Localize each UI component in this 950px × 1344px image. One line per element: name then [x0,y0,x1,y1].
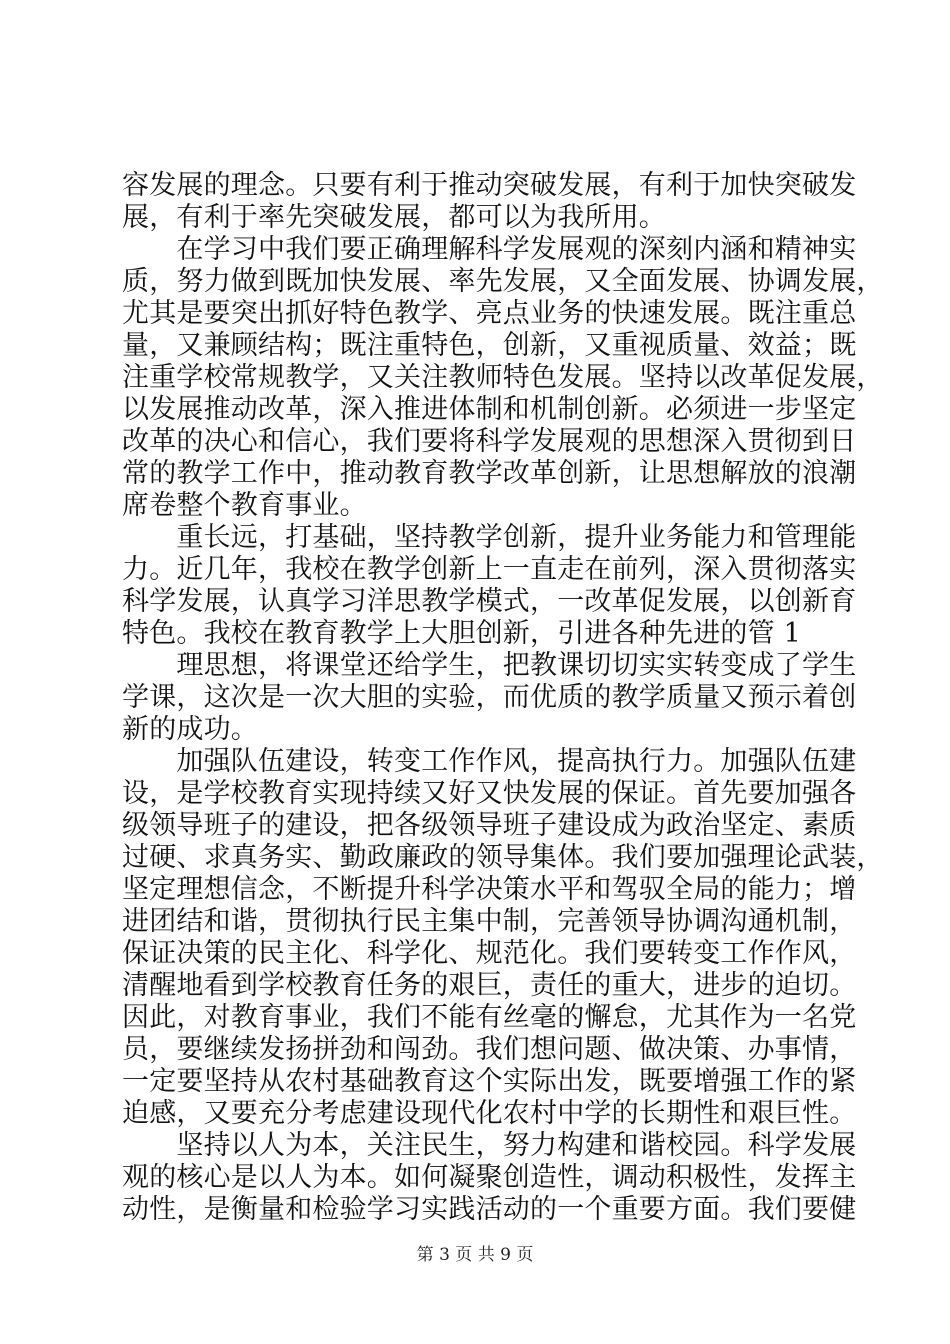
text-line: 席卷整个教育事业。 [122,490,367,521]
text-line: 展，有利于率先突破发展，都可以为我所用。 [122,202,666,233]
text-line: 重长远，打基础，坚持教学创新，提升业务能力和管理能 [122,522,857,553]
text-line: 观的核心是以人为本。如何凝聚创造性，调动积极性，发挥主 [122,1162,857,1193]
text-line: 过硬、求真务实、勤政廉政的领导集体。我们要加强理论武装， [122,842,884,873]
text-line: 一定要坚持从农村基础教育这个实际出发，既要增强工作的紧 [122,1066,857,1097]
text-line: 动性，是衡量和检验学习实践活动的一个重要方面。我们要健 [122,1194,857,1225]
text-line: 坚持以人为本，关注民生，努力构建和谐校园。科学发展 [122,1130,857,1161]
text-line: 在学习中我们要正确理解科学发展观的深刻内涵和精神实 [122,234,857,265]
text-line: 容发展的理念。只要有利于推动突破发展，有利于加快突破发 [122,170,857,201]
text-line: 级领导班子的建设，把各级领导班子建设成为政治坚定、素质 [122,810,857,841]
text-line: 迫感，又要充分考虑建设现代化农村中学的长期性和艰巨性。 [122,1098,857,1129]
text-line: 特色。我校在教育教学上大胆创新，引进各种先进的管 1 [122,618,801,649]
text-line: 保证决策的民主化、科学化、规范化。我们要转变工作作风， [122,938,857,969]
text-line: 尤其是要突出抓好特色教学、亮点业务的快速发展。既注重总 [122,298,857,329]
document-body [122,170,884,1226]
text-line: 力。近几年，我校在教学创新上一直走在前列，深入贯彻落实 [122,554,857,585]
text-line: 清醒地看到学校教育任务的艰巨，责任的重大，进步的迫切。 [122,970,857,1001]
text-line: 注重学校常规教学，又关注教师特色发展。坚持以改革促发展， [122,362,884,393]
text-line: 进团结和谐，贯彻执行民主集中制，完善领导协调沟通机制， [122,906,857,937]
text-line: 新的成功。 [122,714,258,745]
text-line: 改革的决心和信心，我们要将科学发展观的思想深入贯彻到日 [122,426,857,457]
text-line: 因此，对教育事业，我们不能有丝毫的懈怠，尤其作为一名党 [122,1002,857,1033]
text-line: 科学发展，认真学习洋思教学模式，一改革促发展，以创新育 [122,586,857,617]
text-line: 员，要继续发扬拼劲和闯劲。我们想问题、做决策、办事情， [122,1034,857,1065]
text-line: 设，是学校教育实现持续又好又快发展的保证。首先要加强各 [122,778,857,809]
text-line: 理思想，将课堂还给学生，把教课切切实实转变成了学生 [122,650,857,681]
text-line: 学课，这次是一次大胆的实验，而优质的教学质量又预示着创 [122,682,857,713]
text-line: 质，努力做到既加快发展、率先发展，又全面发展、协调发展， [122,266,884,297]
text-line: 量，又兼顾结构；既注重特色，创新，又重视质量、效益；既 [122,330,857,361]
text-line: 常的教学工作中，推动教育教学改革创新，让思想解放的浪潮 [122,458,857,489]
page-number-footer: 第 3 页 共 9 页 [416,1245,534,1265]
text-line: 加强队伍建设，转变工作作风，提高执行力。加强队伍建 [122,746,857,777]
text-line: 坚定理想信念，不断提升科学决策水平和驾驭全局的能力；增 [122,874,857,905]
text-line: 以发展推动改革，深入推进体制和机制创新。必须进一步坚定 [122,394,857,425]
